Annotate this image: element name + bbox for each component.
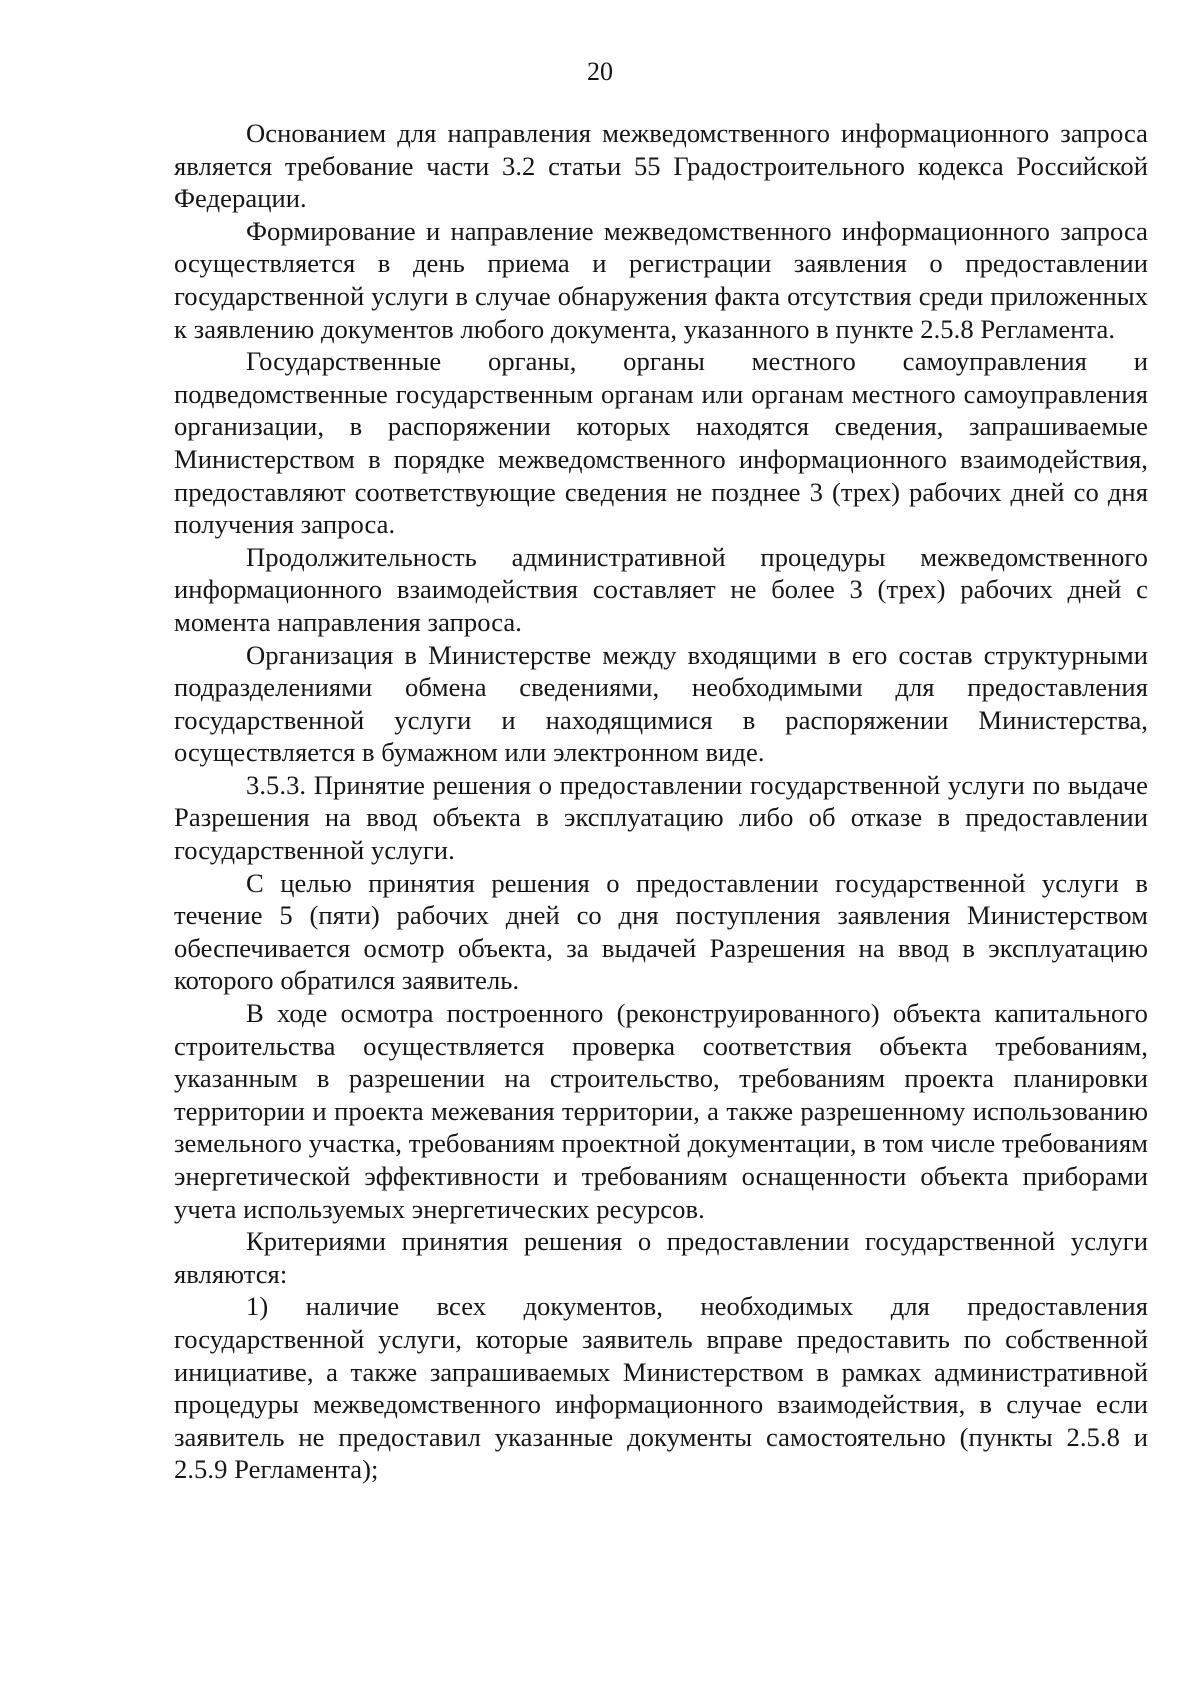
paragraph-interagency-request-basis: Основанием для направления межведомственного информационного запроса является требование части 3.2 статьи 55 Градостроительного кодекса Российской Федерации. (174, 118, 1148, 214)
paragraph-ministry-exchange: Организация в Министерстве между входящими в его состав структурными подразделениями обмена сведениями, необходимыми для предоставления государственной услуги и находящимися в распоряжении Министерства, осуществляется в бумажном или электронном виде. (174, 639, 1148, 768)
paragraph-request-formation: Формирование и направление межведомственного информационного запроса осуществляется в день приема и регистрации заявления о предоставлении государственной услуги в случае обнаружения факта отсутствия среди приложенных к заявлению документов любого документа, указанного в пункте 2.5.8 Регламента. (174, 215, 1148, 344)
paragraph-decision-criteria: Критериями принятия решения о предоставлении государственной услуги являются: (174, 1226, 1148, 1289)
page-number: 20 (587, 57, 613, 86)
paragraph-procedure-duration: Продолжительность административной процедуры межведомственного информационного взаимодействия составляет не более 3 (трех) рабочих дней с момента направления запроса. (174, 541, 1148, 637)
document-body (174, 117, 1148, 1486)
paragraph-object-inspection: С целью принятия решения о предоставлении государственной услуги в течение 5 (пяти) рабочих дней со дня поступления заявления Министерством обеспечивается осмотр объекта, за выдачей Разрешения на ввод в эксплуатацию которого обратился заявитель. (174, 867, 1148, 996)
paragraph-inspection-checks: В ходе осмотра построенного (реконструированного) объекта капитального строительства осуществляется проверка соответствия объекта требованиям, указанным в разрешении на строительство, требованиям проекта планировки территории и проекта межевания территории, а также разрешенному использованию земельного участка, требованиям проектной документации, в том числе требованиям энергетической эффективности и требованиям оснащенности объекта приборами учета используемых энергетических ресурсов. (174, 998, 1148, 1224)
paragraph-section-3-5-3: 3.5.3. Принятие решения о предоставлении государственной услуги по выдаче Разрешения на ввод объекта в эксплуатацию либо об отказе в предоставлении государственной услуги. (174, 769, 1148, 866)
paragraph-state-bodies: Государственные органы, органы местного самоуправления и подведомственные государственным органам или органам местного самоуправления организации, в распоряжении которых находятся сведения, запрашиваемые Министерством в порядке межведомственного информационного взаимодействия, предоставляют соответствующие сведения не позднее 3 (трех) рабочих дней со дня получения запроса. (174, 346, 1148, 540)
paragraph-criterion-1: 1) наличие всех документов, необходимых для предоставления государственной услуги, которые заявитель вправе предоставить по собственной инициативе, а также запрашиваемых Министерством в рамках административной процедуры межведомственного информационного взаимодействия, в случае если заявитель не предоставил указанные документы самостоятельно (пункты 2.5.8 и 2.5.9 Регламента); (174, 1291, 1148, 1485)
